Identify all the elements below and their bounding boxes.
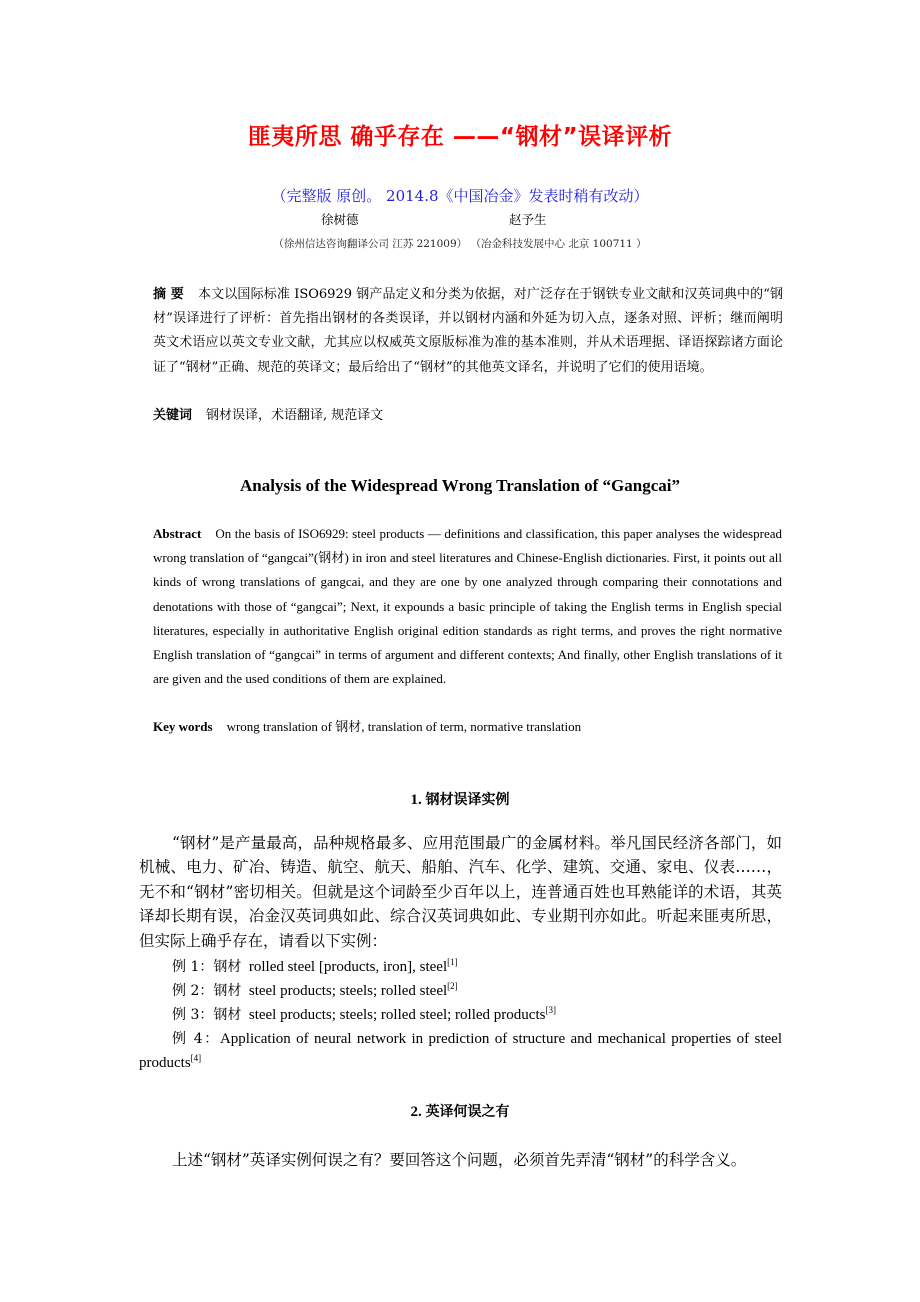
keywords-label: 关键词 xyxy=(153,408,193,423)
edition-note: （完整版 原创。 2014.8《中国冶金》发表时稍有改动） xyxy=(271,187,649,205)
paper-title: 匪夷所思 确乎存在 ——“钢材”误译评析 xyxy=(247,124,673,150)
chinese-abstract xyxy=(153,283,783,380)
citation-ref: [2] xyxy=(447,981,458,991)
english-keywords xyxy=(153,716,581,735)
citation-ref: [1] xyxy=(447,957,458,967)
english-title: Analysis of the Widespread Wrong Translation of “Gangcai” xyxy=(239,476,681,495)
citation-ref: [3] xyxy=(545,1005,556,1015)
citation-ref: [4] xyxy=(190,1053,202,1064)
section-2-heading: 2. 英译何误之有 xyxy=(410,1104,510,1120)
keywords-label-en: Key words xyxy=(153,719,213,734)
author-1: 徐树德 xyxy=(321,212,359,227)
english-abstract xyxy=(153,522,782,691)
abstract-label: 摘 要 xyxy=(153,287,184,302)
author-2: 赵予生 xyxy=(509,212,547,227)
affiliations: （徐州信达咨询翻译公司 江苏 221009） （冶金科技发展中心 北京 100711 ） xyxy=(273,238,647,250)
abstract-text: 本文以国际标准 ISO6929 钢产品定义和分类为依据，对广泛存在于钢铁专业文献和汉英词典中的“钢材”误译进行了评析：首先指出钢材的各类误译，并以钢材内涵和外延为切入点，逐条对照、评析；继而阐明英文术语应以英文专业文献，尤其应以权威英文原版标准为准的基本准则，并从术语理据、译语探踪诸方面论证了“钢材”正确、规范的英译文；最后给出了“钢材”的其他英文译名，并说明了它们的使用语境。 xyxy=(153,287,783,375)
section-2-paragraph: 上述“钢材”英译实例何误之有？要回答这个问题，必须首先弄清“钢材”的科学含义。 xyxy=(172,1151,747,1169)
example-3: 例 3：钢材 steel products; steels; rolled steel; rolled products[3] xyxy=(172,1005,556,1023)
example-4: 例 4：Application of neural network in prediction of structure and mechanical properties of steel products[4] xyxy=(139,1031,783,1072)
example-2: 例 2：钢材 steel products; steels; rolled steel[2] xyxy=(172,981,458,999)
abstract-label-en: Abstract xyxy=(153,526,202,541)
section-1-heading: 1. 钢材误译实例 xyxy=(410,792,510,808)
chinese-keywords xyxy=(153,404,383,423)
keywords-text: 钢材误译，术语翻译, 规范译文 xyxy=(206,408,384,423)
abstract-text-en: On the basis of ISO6929: steel products — definitions and classification, this paper analyses the widespread wrong translation of “gangcai”(钢材) in iron and steel literatures and Chinese-English dictionaries. First, it points out all kinds of wrong translations of gangcai, and they are one by one analyzed through comparing their connotations and denotations with those of “gangcai”; Next, it expounds a basic principle of taking the English terms in English special literatures, especially in authoritative English original edition standards as right terms, and proves the right normative English translation of “gangcai” in terms of argument and different contexts; And finally, other English translations of it are given and the used conditions of them are explained. xyxy=(153,526,782,687)
section-1-paragraph: “钢材”是产量最高，品种规格最多、应用范围最广的金属材料。举凡国民经济各部门，如机械、电力、矿冶、铸造、航空、航天、船舶、汽车、化学、建筑、交通、家电、仪表……，无不和“钢材”密切相关。但就是这个词龄至少百年以上，连普通百姓也耳熟能详的术语，其英译却长期有误，冶金汉英词典如此、综合汉英词典如此、专业期刊亦如此。听起来匪夷所思，但实际上确乎存在，请看以下实例： xyxy=(139,834,782,950)
keywords-text-en: wrong translation of 钢材, translation of term, normative translation xyxy=(226,719,582,734)
example-1: 例 1：钢材 rolled steel [products, iron], steel[1] xyxy=(172,957,458,975)
